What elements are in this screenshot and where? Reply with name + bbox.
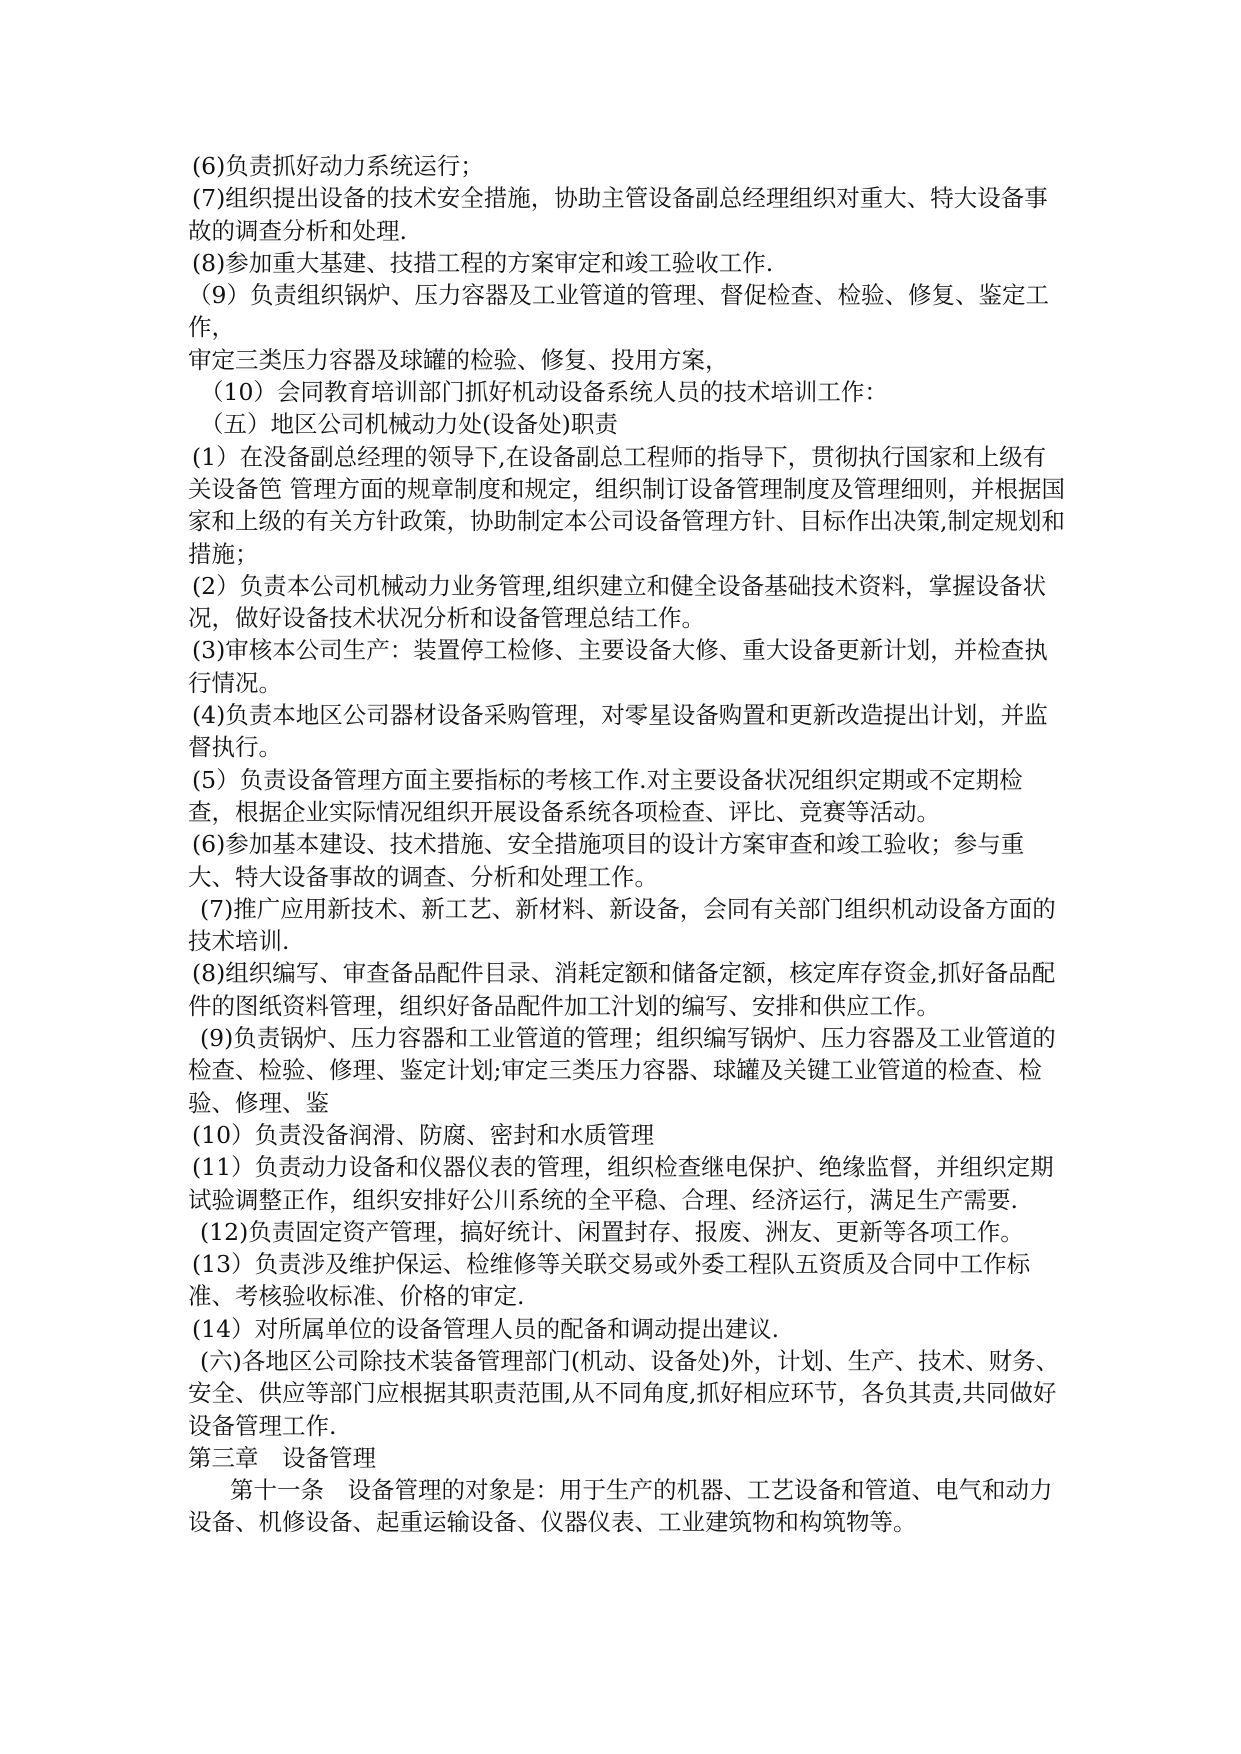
- paragraph: (9)负责锅炉、压力容器和工业管道的管理；组织编写锅炉、压力容器及工业管道的检查、检验、修理、鉴定计划;审定三类压力容器、球罐及关键工业管道的检查、检验、修理、鉴: [188, 1024, 1056, 1117]
- paragraph: (6)参加基本建设、技术措施、安全措施项目的设计方案审查和竣工验收；参与重大、特大设备事故的调查、分析和处理工作。: [188, 830, 1025, 891]
- paragraph: (7)组织提出设备的技术安全措施，协助主管设备副总经理组织对重大、特大设备事故的调查分析和处理.: [188, 184, 1048, 245]
- document-body: [188, 150, 1068, 1539]
- paragraph: (1）在没备副总经理的领导下,在设备副总工程师的指导下，贯彻执行国家和上级有关设备笆 管理方面的规章制度和规定，组织制订设备管理制度及管理细则，并根据国家和上级的有关方针政策，协助制定本公司设备管理方针、目标作出决策,制定规划和措施；: [188, 442, 1065, 568]
- paragraph: (8)组织编写、审查备品配件目录、消耗定额和储备定额，核定库存资金,抓好备品配件的图纸资料管理，组织好备品配件加工汁划的编写、安排和供应工作。: [188, 959, 1056, 1020]
- paragraph: (13）负责涉及维护保运、检维修等关联交易或外委工程队五资质及合同中工作标准、考核验收标准、价格的审定.: [188, 1250, 1031, 1311]
- paragraph: (8)参加重大基建、技措工程的方案审定和竣工验收工作.: [192, 248, 774, 277]
- paragraph: 第十一条 设备管理的对象是：用于生产的机器、工艺设备和管道、电气和动力设备、机修设备、起重运输设备、仪器仪表、工业建筑物和构筑物等。: [188, 1476, 1053, 1537]
- paragraph: （10）会同教育培训部门抓好机动设备系统人员的技术培训工作：: [200, 378, 888, 407]
- paragraph: 审定三类压力容器及球罐的检验、修复、投用方案，: [188, 345, 729, 374]
- paragraph: (12)负责固定资产管理，搞好统计、闲置封存、报废、洲友、更新等各项工作。: [200, 1217, 1024, 1246]
- paragraph: (六)各地区公司除技术装备管理部门(机动、设备处)外，计划、生产、技术、财务、安全、供应等部门应根据其职责范围,从不同角度,抓好相应环节，各负其责,共同做好设备管理工作.: [188, 1346, 1060, 1440]
- paragraph: (11）负责动力设备和仪器仪表的管理，组织检查继电保护、绝缘监督，并组织定期试验调整正作，组织安排好公川系统的全平稳、合理、经济运行，满足生产需要.: [188, 1153, 1054, 1214]
- chapter-heading: 第三章 设备管理: [188, 1443, 376, 1472]
- paragraph: (6)负责抓好动力系统运行；: [192, 152, 484, 180]
- paragraph: (7)推广应用新技术、新工艺、新材料、新设备，会同有关部门组织机动设备方面的技术培训.: [188, 894, 1056, 956]
- paragraph: (4)负责本地区公司器材设备采购管理，对零星设备购置和更新改造提出计划，并监督执行。: [188, 701, 1048, 762]
- paragraph: (10）负责没备润滑、防腐、密封和水质管理: [192, 1120, 655, 1149]
- section-heading: （五）地区公司机械动力处(设备处)职责: [200, 410, 618, 439]
- paragraph: (5）负责设备管理方面主要指标的考核工作.对主要设备状况组织定期或不定期检查，根据企业实际情况组织开展设备系统各项检查、评比、竞赛等活动。: [188, 765, 1023, 826]
- paragraph: (14）对所属单位的设备管理人员的配备和调动提出建议.: [192, 1314, 780, 1343]
- paragraph: (2）负责本公司机械动力业务管理,组织建立和健全设备基础技术资料，掌握设备状况，做好设备技术状况分析和设备管理总结工作。: [188, 571, 1047, 633]
- paragraph: (3)审核本公司生产：装置停工检修、主要设备大修、重大设备更新计划，并检查执行情况。: [188, 636, 1048, 697]
- paragraph: （9）负责组织锅炉、压力容器及工业管道的管理、督促检查、检验、修复、鉴定工作，: [188, 281, 1049, 342]
